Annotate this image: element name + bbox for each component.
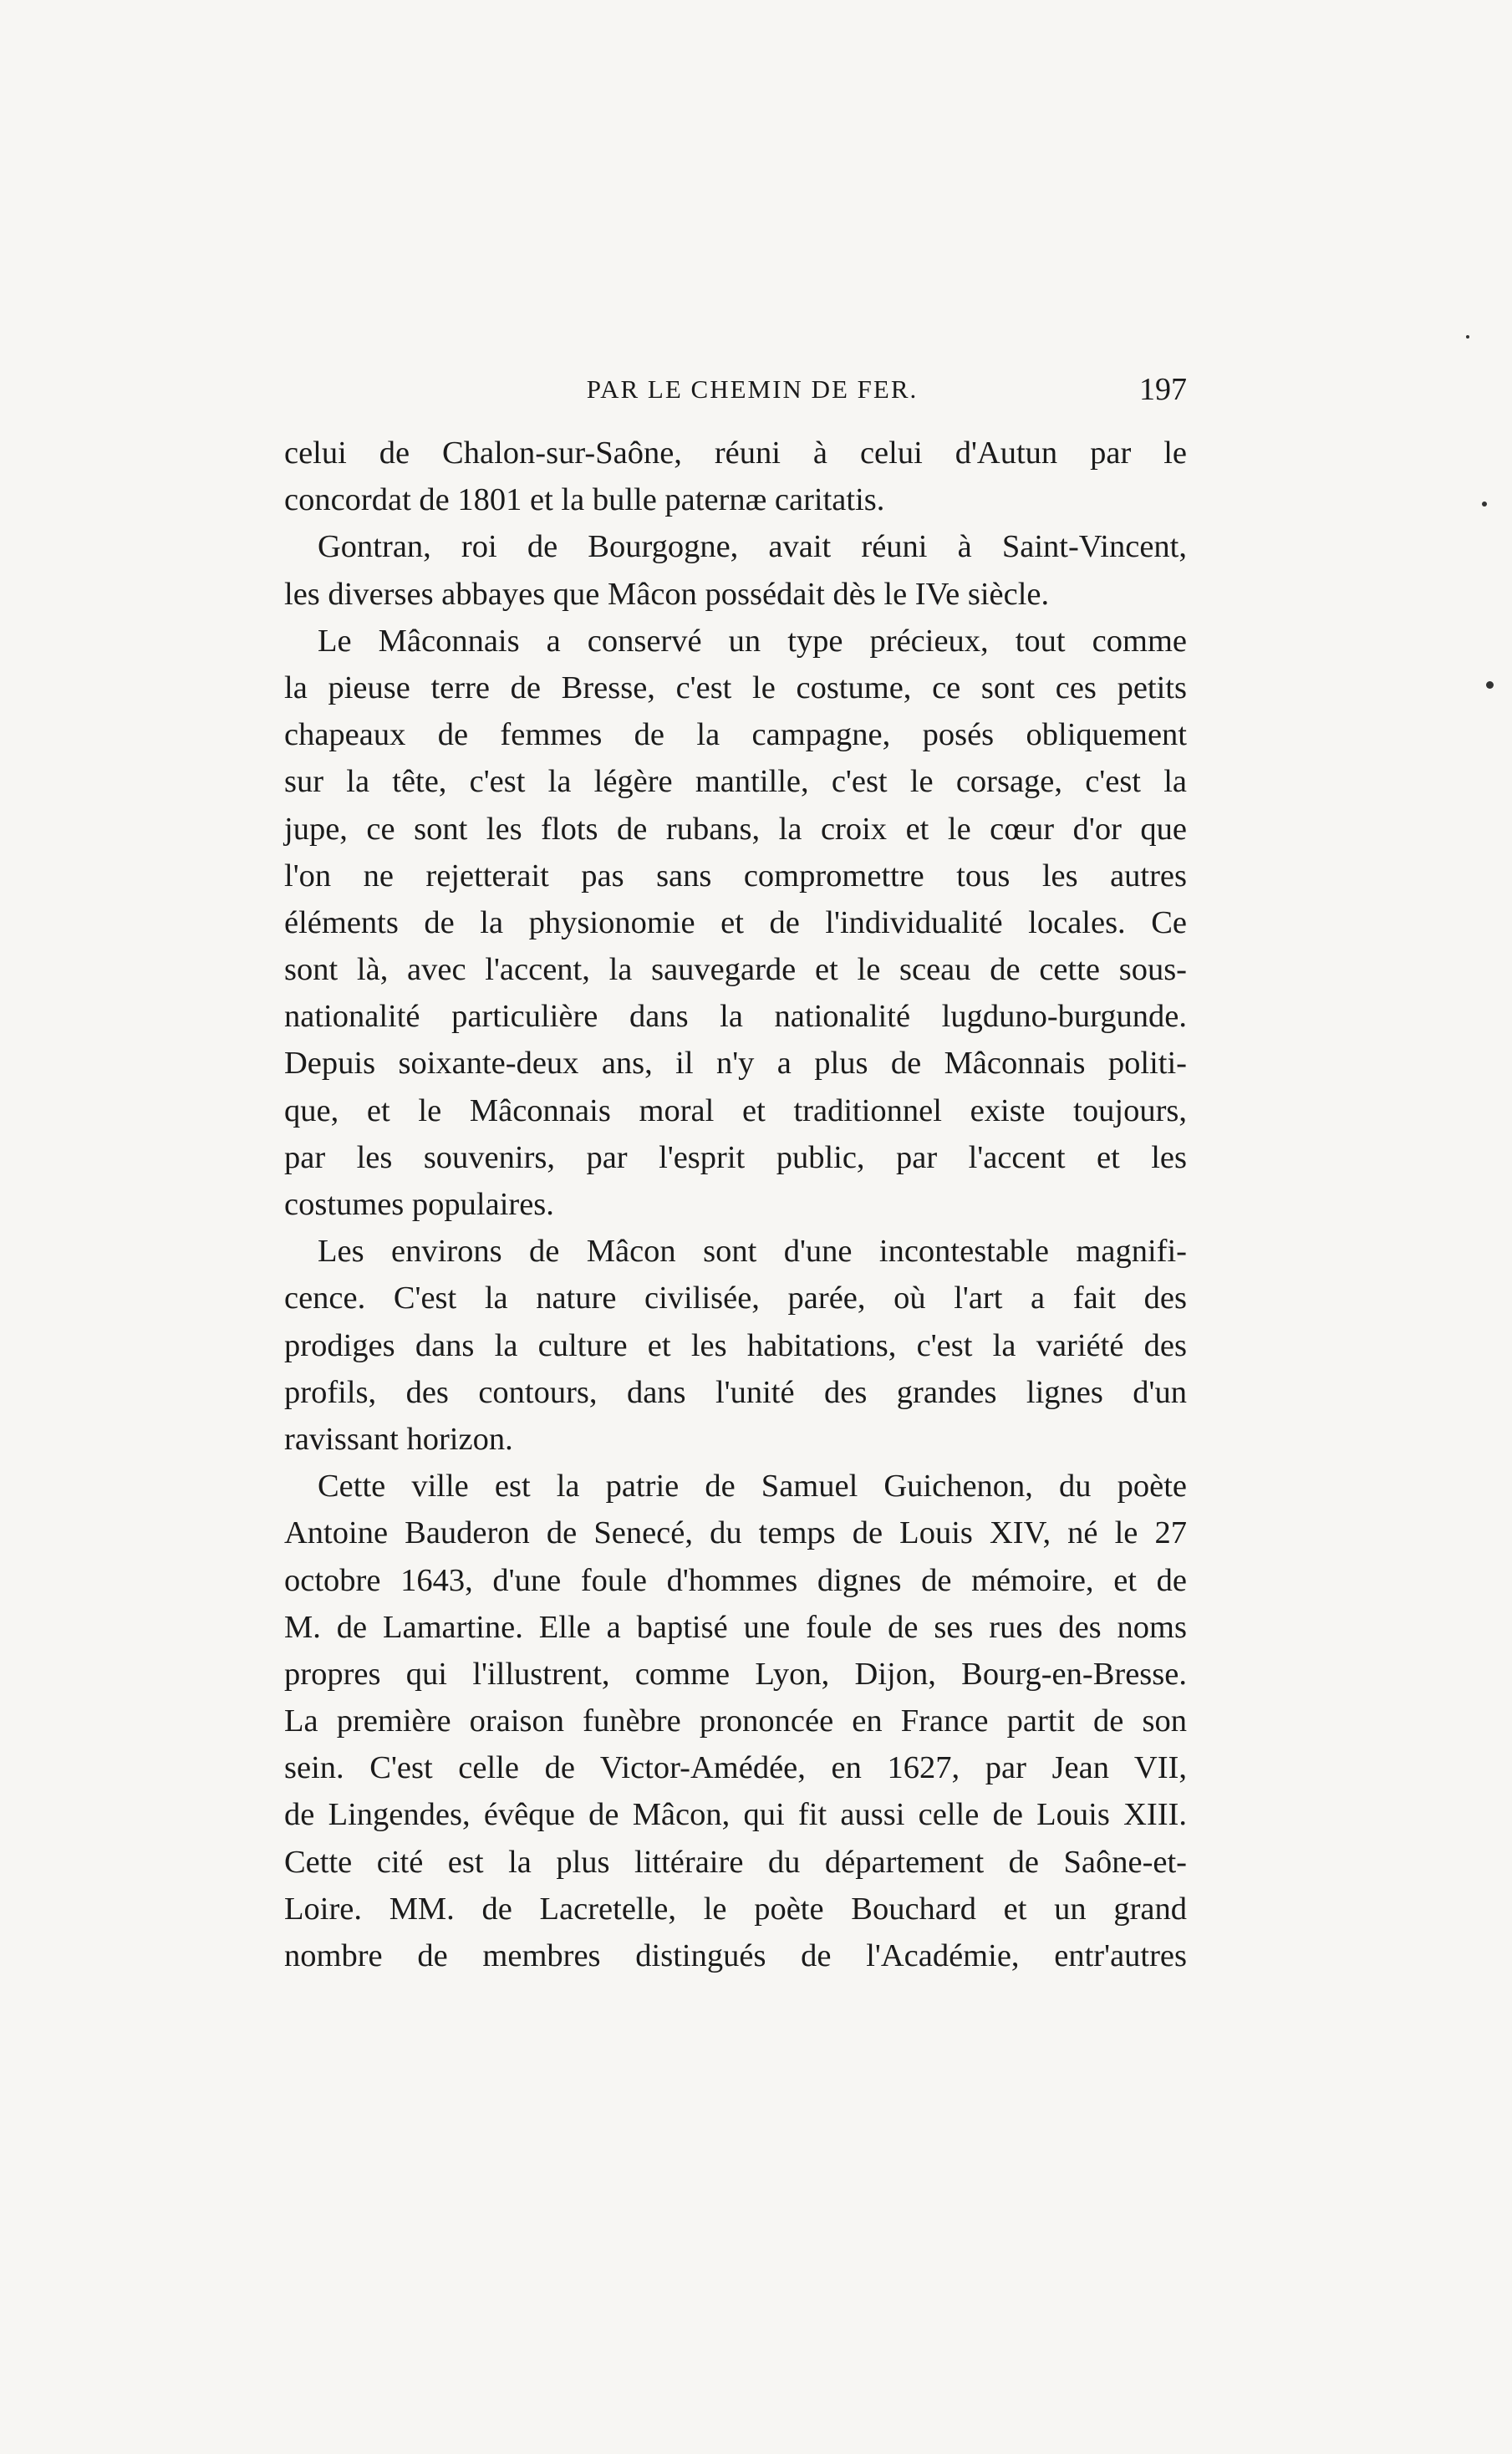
text-line: de Lingendes, évêque de Mâcon, qui fit aussi celle de Louis XIII. bbox=[284, 1797, 1187, 1833]
text-line: nationalité particulière dans la nationalité lugduno-burgunde. bbox=[284, 999, 1187, 1035]
running-head: PAR LE CHEMIN DE FER. bbox=[586, 374, 919, 404]
text-line: sein. C'est celle de Victor-Amédée, en 1627, par Jean VII, bbox=[284, 1750, 1187, 1786]
text-line: concordat de 1801 et la bulle paternæ caritatis. bbox=[284, 482, 885, 518]
scan-speck bbox=[1482, 501, 1487, 507]
text-line: Cette ville est la patrie de Samuel Guichenon, du poète bbox=[318, 1469, 1187, 1504]
text-line: Le Mâconnais a conservé un type précieux, tout comme bbox=[318, 623, 1187, 659]
text-line: nombre de membres distingués de l'Académie, entr'autres bbox=[284, 1938, 1187, 1973]
text-line: jupe, ce sont les flots de rubans, la croix et le cœur d'or que bbox=[284, 811, 1187, 847]
text-line: chapeaux de femmes de la campagne, posés obliquement bbox=[284, 717, 1187, 753]
text-line: costumes populaires. bbox=[284, 1187, 554, 1222]
text-line: que, et le Mâconnais moral et traditionnel existe toujours, bbox=[284, 1092, 1187, 1128]
page-header bbox=[284, 364, 1187, 415]
text-line: par les souvenirs, par l'esprit public, par l'accent et les bbox=[284, 1139, 1187, 1175]
text-line: Antoine Bauderon de Senecé, du temps de Louis XIV, né le 27 bbox=[284, 1515, 1187, 1551]
body-text bbox=[284, 430, 1187, 1979]
text-line: Gontran, roi de Bourgogne, avait réuni à Saint-Vincent, bbox=[318, 529, 1187, 565]
text-line: La première oraison funèbre prononcée en France partit de son bbox=[284, 1703, 1187, 1739]
text-line: éléments de la physionomie et de l'individualité locales. Ce bbox=[284, 904, 1187, 940]
text-line: sont là, avec l'accent, la sauvegarde et le sceau de cette sous- bbox=[284, 952, 1187, 988]
scan-speck bbox=[1486, 681, 1494, 689]
text-line: sur la tête, c'est la légère mantille, c'est le corsage, c'est la bbox=[284, 764, 1187, 800]
text-line: Cette cité est la plus littéraire du département de Saône-et- bbox=[284, 1844, 1187, 1880]
text-line: Depuis soixante-deux ans, il n'y a plus de Mâconnais politi- bbox=[284, 1046, 1187, 1082]
text-line: ravissant horizon. bbox=[284, 1421, 513, 1457]
text-line: l'on ne rejetterait pas sans compromettre tous les autres bbox=[284, 858, 1187, 894]
text-line: Loire. MM. de Lacretelle, le poète Bouchard et un grand bbox=[284, 1891, 1187, 1927]
text-line: cence. C'est la nature civilisée, parée, où l'art a fait des bbox=[284, 1280, 1187, 1316]
text-line: prodiges dans la culture et les habitations, c'est la variété des bbox=[284, 1327, 1187, 1363]
text-line: propres qui l'illustrent, comme Lyon, Dijon, Bourg-en-Bresse. bbox=[284, 1656, 1187, 1692]
text-line: octobre 1643, d'une foule d'hommes dignes de mémoire, et de bbox=[284, 1562, 1187, 1598]
page-number: 197 bbox=[1139, 372, 1187, 407]
text-line: les diverses abbayes que Mâcon possédait dès le IVe siècle. bbox=[284, 576, 1050, 612]
text-line: profils, des contours, dans l'unité des grandes lignes d'un bbox=[284, 1374, 1187, 1410]
scan-speck bbox=[1466, 335, 1469, 339]
text-line: M. de Lamartine. Elle a baptisé une foule de ses rues des noms bbox=[284, 1609, 1187, 1645]
text-line: la pieuse terre de Bresse, c'est le costume, ce sont ces petits bbox=[284, 670, 1187, 705]
text-line: Les environs de Mâcon sont d'une incontestable magnifi- bbox=[318, 1234, 1187, 1270]
text-line: celui de Chalon-sur-Saône, réuni à celui d'Autun par le bbox=[284, 435, 1187, 471]
